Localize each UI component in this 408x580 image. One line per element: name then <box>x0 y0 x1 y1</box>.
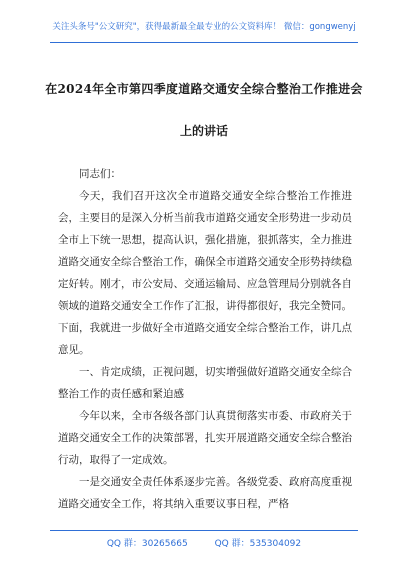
salutation: 同志们： <box>79 168 121 180</box>
header-divider <box>50 42 358 43</box>
footer-qq-group-1: QQ 群：30265665 <box>106 539 188 549</box>
footer <box>0 536 408 549</box>
document-subtitle: 上的讲话 <box>179 124 228 138</box>
paragraph-achievements: 今年以来，全市各级各部门认真贯彻落实市委、市政府关于道路交通安全工作的决策部署，扎实开展道路交通安全综合整治行动，取得了一定成效。 <box>58 410 352 466</box>
section-heading-1: 一、肯定成绩，正视问题，切实增强做好道路交通安全综合整治工作的责任感和紧迫感 <box>58 366 352 400</box>
document-body <box>58 163 352 515</box>
footer-divider <box>50 530 358 531</box>
paragraph-point-1: 一是交通安全责任体系逐步完善。各级党委、政府高度重视道路交通安全工作，将其纳入重要议事日程，严格 <box>58 476 352 510</box>
paragraph-intro: 今天，我们召开这次全市道路交通安全综合整治工作推进会，主要目的是深入分析当前我市道路交通安全形势进一步动员全市上下统一思想，提高认识，强化措施，狠抓落实，全力推进道路交通安全综合整治工作，确保全市道路交通安全形势持续稳定好转。刚才，市公安局、交通运输局、应急管理局分别就各自领域的道路交通安全工作作了汇报，讲得都很好，我完全赞同。下面，我就进一步做好全市道路交通安全综合整治工作，讲几点意见。 <box>58 190 352 356</box>
footer-qq-group-2: QQ 群：535304092 <box>214 539 302 549</box>
document-title: 在2024年全市第四季度道路交通安全综合整治工作推进会 <box>45 82 363 96</box>
header-note: 关注头条号"公文研究"，获得最新最全最专业的公文资料库！ 微信：gongwenyj <box>52 22 356 32</box>
